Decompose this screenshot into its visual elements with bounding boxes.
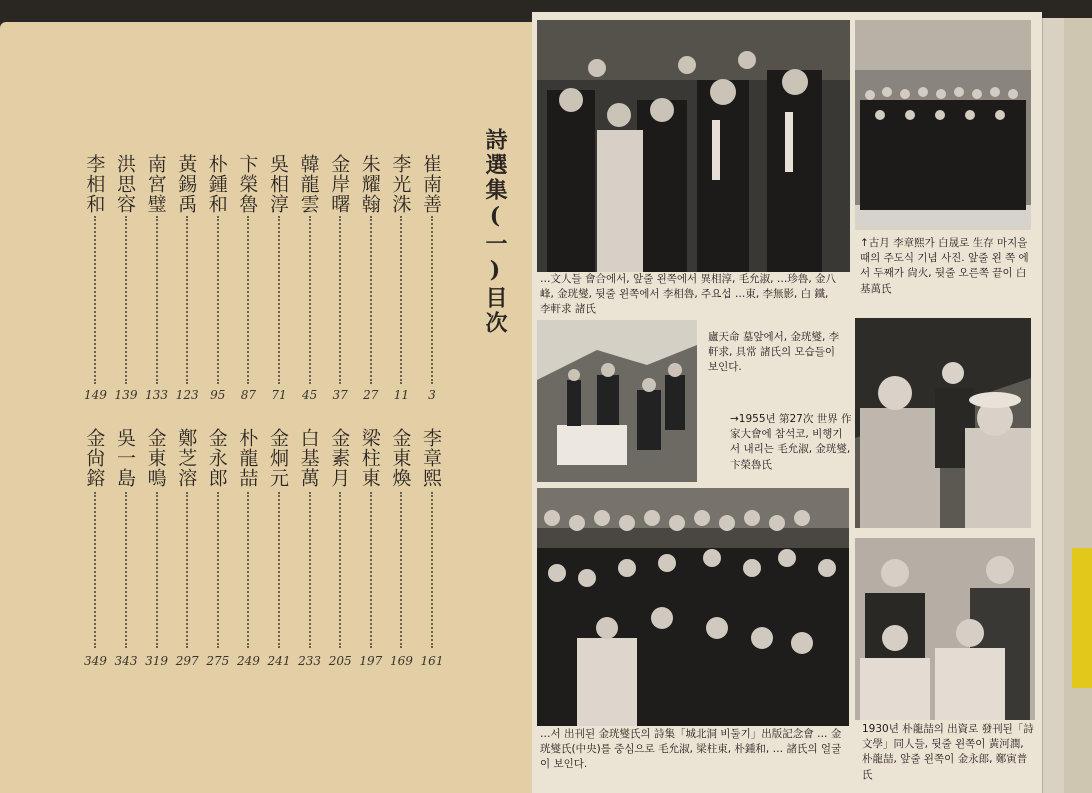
page-edges xyxy=(1042,18,1065,793)
toc-leader-dots xyxy=(431,216,433,384)
toc-author-name: 梁柱東 xyxy=(358,428,381,488)
photo-group-steps xyxy=(855,20,1031,230)
toc-page-number: 27 xyxy=(363,388,379,402)
toc-page-number: 343 xyxy=(114,654,138,668)
toc-page-number: 95 xyxy=(210,388,226,402)
toc-page-number: 139 xyxy=(114,388,138,402)
toc-author-name: 南宮璧 xyxy=(144,154,167,214)
toc-page-number: 349 xyxy=(83,654,107,668)
toc-leader-dots xyxy=(431,492,433,648)
toc-page-number: 87 xyxy=(240,388,257,402)
toc-author-name: 崔南善 xyxy=(420,154,442,214)
toc-leader-dots xyxy=(156,216,158,384)
toc-leader-dots xyxy=(247,216,249,384)
toc-author-name: 金東煥 xyxy=(389,428,412,488)
photo-grave xyxy=(537,320,697,482)
toc-author-name: 金東鳴 xyxy=(144,428,167,488)
toc-author-name: 金炯元 xyxy=(267,428,289,488)
toc-leader-dots xyxy=(278,492,280,648)
toc-page-number: 133 xyxy=(145,388,169,402)
toc-leader-dots xyxy=(309,492,311,648)
toc-author-name: 金岸曙 xyxy=(328,154,351,214)
toc-page-number: 205 xyxy=(328,654,352,668)
toc-author-name: 吳一島 xyxy=(114,428,136,488)
toc-page-number: 233 xyxy=(298,654,322,668)
toc-leader-dots xyxy=(217,492,219,648)
toc-author-name: 吳相淳 xyxy=(267,154,289,214)
toc-title: 詩選集(一)目次 xyxy=(482,128,508,336)
toc-author-name: 鄭芝溶 xyxy=(175,428,198,488)
toc-author-name: 卞榮魯 xyxy=(236,154,259,214)
toc-author-name: 李章熙 xyxy=(420,428,442,488)
toc-leader-dots xyxy=(156,492,158,648)
toc-leader-dots xyxy=(339,492,341,648)
toc-page-number: 161 xyxy=(420,654,444,668)
toc-leader-dots xyxy=(125,492,127,648)
toc-leader-dots xyxy=(186,492,188,648)
caption-group-steps: ↑古月 李章熙가 白晟로 生存 마지을 때의 주도식 기념 사진. 앞줄 왼 쪽 에서 두째가 尙火, 뒷줄 오른쪽 끝이 白基萬氏 xyxy=(860,237,1029,295)
toc-author-name: 韓龍雲 xyxy=(297,154,320,214)
toc-page-number: 37 xyxy=(332,388,348,402)
toc-page-number: 123 xyxy=(175,388,199,402)
toc-author-name: 李相和 xyxy=(83,154,106,214)
toc-page-number: 249 xyxy=(236,654,260,668)
toc-page-number: 169 xyxy=(389,654,413,668)
toc-leader-dots xyxy=(400,216,402,384)
toc-leader-dots xyxy=(217,216,219,384)
toc-leader-dots xyxy=(370,492,372,648)
photo-literary-gathering xyxy=(537,20,850,272)
toc-page-number: 241 xyxy=(267,654,291,668)
yellow-tape xyxy=(1072,548,1092,688)
toc-author-name: 金永郎 xyxy=(205,428,228,488)
toc-page-number: 197 xyxy=(359,654,383,668)
toc-author-name: 朴龍喆 xyxy=(236,428,259,488)
toc-leader-dots xyxy=(125,216,127,384)
toc-page-number: 275 xyxy=(206,654,230,668)
toc-page-number: 319 xyxy=(145,654,169,668)
toc-leader-dots xyxy=(186,216,188,384)
toc-author-name: 金尙鎔 xyxy=(83,428,106,488)
toc-page-number: 297 xyxy=(175,654,199,668)
toc-author-name: 朱耀翰 xyxy=(358,154,381,214)
toc-page-number: 45 xyxy=(301,388,318,402)
toc-author-name: 金素月 xyxy=(328,428,351,488)
caption-publication-party: …서 出刊된 金珖燮氏의 詩集「城北洞 비둘기」出版記念會 … 金珖燮氏(中央)를 중심으로 毛允淑, 梁柱東, 朴鍾和, … 諸氏의 얼굴이 보인다. xyxy=(540,728,842,771)
toc-leader-dots xyxy=(94,492,96,648)
toc-author-name: 洪思容 xyxy=(114,154,136,214)
toc-author-name: 白基萬 xyxy=(297,428,320,488)
toc-leader-dots xyxy=(94,216,96,384)
toc-leader-dots xyxy=(370,216,372,384)
photo-poetry-coterie xyxy=(855,538,1035,720)
toc-page-number: 11 xyxy=(393,388,410,402)
toc-leader-dots xyxy=(309,216,311,384)
caption-literary-gathering: …文人들 會合에서, 앞줄 왼쪽에서 異相淳, 毛允淑, …珍魯, 金八峰, 金珖燮, 뒷줄 왼쪽에서 李相魯, 주요섭 …東, 李無影, 白 鐵, 李軒求 諸氏 xyxy=(540,273,837,316)
toc-author-name: 黃錫禹 xyxy=(175,154,198,214)
toc-page-number: 3 xyxy=(428,388,436,402)
toc-leader-dots xyxy=(339,216,341,384)
photo-publication-party xyxy=(537,488,849,726)
toc-author-name: 朴鍾和 xyxy=(205,154,228,214)
toc-page-number: 149 xyxy=(83,388,107,402)
left-page xyxy=(0,22,532,793)
toc-author-name: 李光洙 xyxy=(389,154,412,214)
toc-leader-dots xyxy=(400,492,402,648)
caption-poetry-coterie: 1930년 朴龍喆의 出資로 發刊된「詩文學」同人들, 뒷줄 왼쪽이 黃河潤, 朴龍喆, 앞줄 왼쪽이 金永郎, 鄭寅普氏 xyxy=(862,723,1034,781)
caption-grave: 廬天命 墓앞에서, 金珖燮, 李軒求, 具常 諸氏의 모습들이 보인다. xyxy=(708,331,840,374)
toc-leader-dots xyxy=(278,216,280,384)
toc-page-number: 71 xyxy=(271,388,287,402)
photo-airport xyxy=(855,318,1031,528)
caption-airport: →1955년 第27次 世界 作家大會에 참석코, 비행기서 내리는 毛允淑, 金珖燮, 卞榮魯氏 xyxy=(730,413,852,471)
toc-leader-dots xyxy=(247,492,249,648)
